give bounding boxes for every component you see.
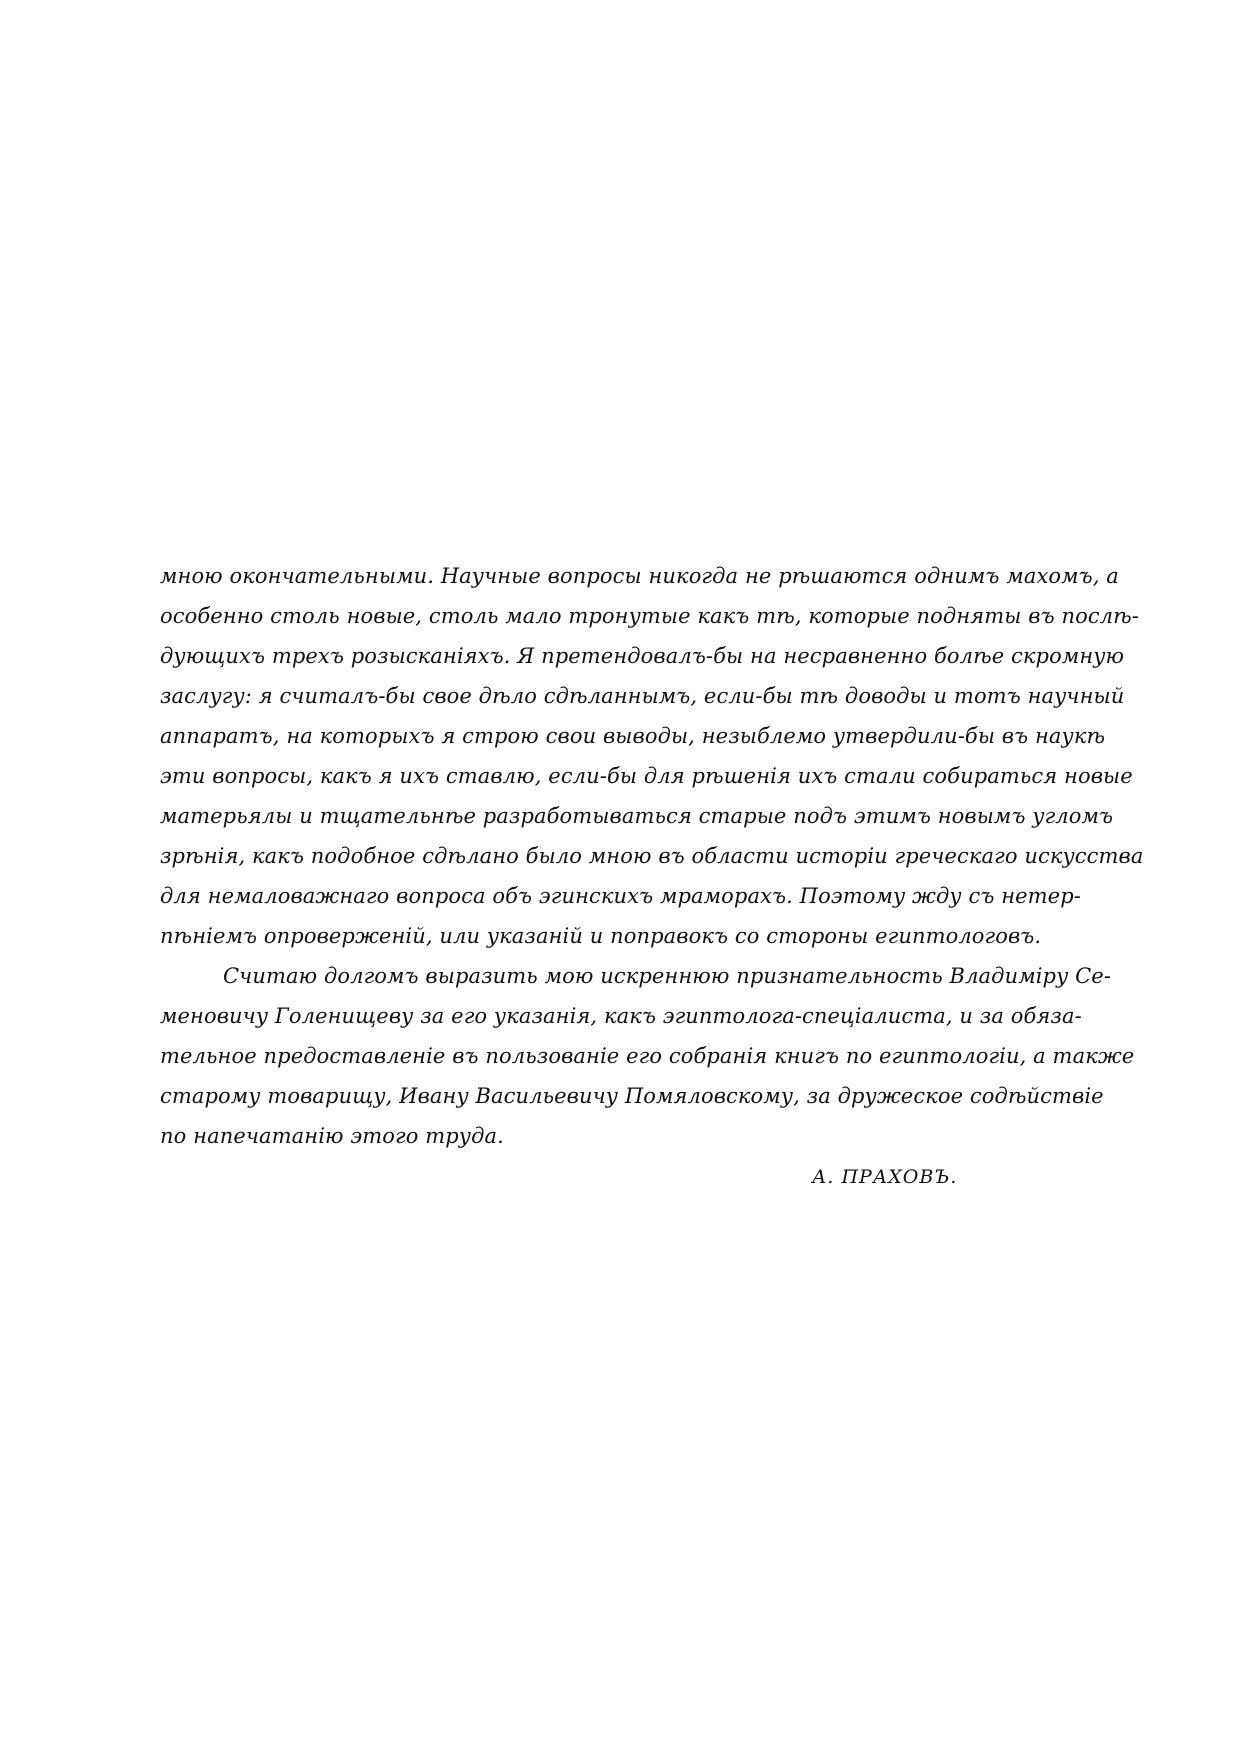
text-line: тельное предоставленіе въ пользованіе его собранія книгъ по египтологіи, а также xyxy=(160,1044,1135,1068)
text-line: особенно столь новые, столь мало тронутые какъ тѣ, которые подняты въ послѣ- xyxy=(160,604,1139,628)
text-line: старому товарищу, Ивану Васильевичу Помяловскому, за дружеское содѣйствіе xyxy=(160,1084,1104,1108)
text-line: Считаю долгомъ выразить мою искреннюю признательность Владиміру Се- xyxy=(223,964,1112,988)
text-line: зрѣнія, какъ подобное сдѣлано было мною въ области исторіи греческаго искусства xyxy=(160,844,1144,868)
text-line: по напечатанію этого труда. xyxy=(160,1124,504,1148)
text-line: меновичу Голенищеву за его указанія, какъ эгиптолога-спеціалиста, и за обяза- xyxy=(160,1004,1082,1028)
text-line: дующихъ трехъ розысканіяхъ. Я претендовалъ-бы на несравненно болѣе скромную xyxy=(160,644,1125,668)
text-line: для немаловажнаго вопроса объ эгинскихъ мраморахъ. Поэтому жду съ нетер- xyxy=(160,884,1081,908)
author-signature: А. ПРАХОВЪ. xyxy=(812,1166,958,1188)
paragraph-conclusion xyxy=(160,556,1144,956)
text-line: матерьялы и тщательнѣе разработываться старые подъ этимъ новымъ угломъ xyxy=(160,804,1114,828)
text-line: заслугу: я считалъ-бы свое дѣло сдѣланнымъ, если-бы тѣ доводы и тотъ научный xyxy=(160,684,1125,708)
text-line: мною окончательными. Научные вопросы никогда не рѣшаются однимъ махомъ, а xyxy=(160,564,1119,588)
text-line: аппаратъ, на которыхъ я строю свои выводы, незыблемо утвердили-бы въ наукѣ xyxy=(160,724,1106,748)
text-line: пѣніемъ опроверженій, или указаній и поправокъ со стороны египтологовъ. xyxy=(160,924,1042,948)
body-text xyxy=(160,556,1144,1156)
text-line: эти вопросы, какъ я ихъ ставлю, если-бы для рѣшенія ихъ стали собираться новые xyxy=(160,764,1133,788)
paragraph-acknowledgements xyxy=(160,956,1135,1156)
